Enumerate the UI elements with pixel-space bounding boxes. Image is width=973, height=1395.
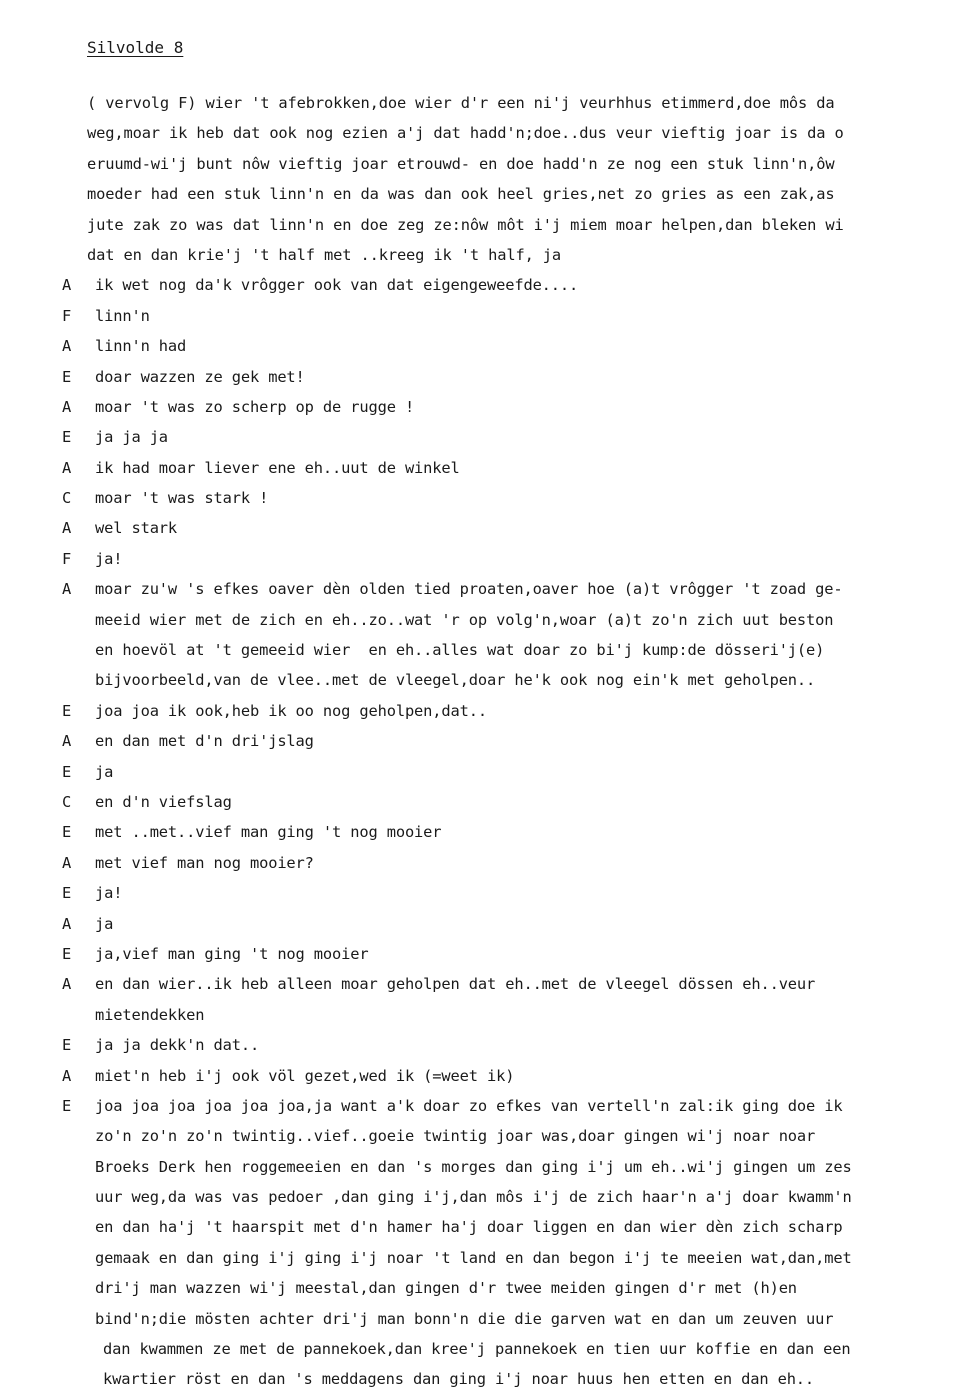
line-text: zo'n zo'n zo'n twintig..vief..goeie twintig joar was,doar gingen wi'j noar noar (95, 1127, 816, 1146)
speaker-label: E (62, 1036, 72, 1055)
transcript-line (0, 1061, 973, 1091)
transcript-line (0, 270, 973, 300)
line-text: weg,moar ik heb dat ook nog ezien a'j dat hadd'n;doe..dus veur vieftig joar is da o (87, 124, 844, 143)
line-text: linn'n had (95, 337, 187, 356)
line-text: ja (95, 762, 114, 781)
line-text: bijvoorbeeld,van de vlee..met de vleegel,doar he'k ook nog ein'k met geholpen.. (95, 671, 816, 690)
transcript-line (0, 635, 973, 665)
transcript-line (0, 1212, 973, 1242)
speaker-label: E (62, 944, 72, 963)
transcript-line (0, 210, 973, 240)
transcript-line (0, 1364, 973, 1394)
speaker-label: A (62, 519, 72, 538)
speaker-label: E (62, 823, 72, 842)
transcript-line (0, 513, 973, 543)
transcript-line (0, 88, 973, 118)
speaker-label: E (62, 367, 72, 386)
transcript-line (0, 726, 973, 756)
line-text: ja ja dekk'n dat.. (95, 1036, 260, 1055)
line-text: moar 't was stark ! (95, 489, 269, 508)
line-text: en dan ha'j 't haarspit met d'n hamer ha'j doar liggen en dan wier dèn zich scharp (95, 1218, 843, 1237)
transcript-line (0, 1121, 973, 1151)
transcript-line (0, 1304, 973, 1334)
line-text: linn'n (95, 306, 150, 325)
line-text: Broeks Derk hen roggemeeien en dan 's morges dan ging i'j um eh..wi'j gingen um zes (95, 1157, 852, 1176)
transcript-line (0, 574, 973, 604)
line-text: joa joa ik ook,heb ik oo nog geholpen,dat.. (95, 701, 487, 720)
line-text: uur weg,da was vas pedoer ,dan ging i'j,dan môs i'j de zich haar'n a'j doar kwamm'n (95, 1188, 852, 1207)
line-text: gemaak en dan ging i'j ging i'j noar 't land en dan begon i'j te meeien wat,dan,met (95, 1248, 852, 1267)
speaker-label: A (62, 337, 72, 356)
speaker-label: A (62, 1066, 72, 1085)
line-text: ik had moar liever ene eh..uut de winkel (95, 458, 460, 477)
speaker-label: C (62, 792, 72, 811)
transcript-line (0, 483, 973, 513)
transcript-line (0, 331, 973, 361)
speaker-label: A (62, 853, 72, 872)
line-text: dri'j man wazzen wi'j meestal,dan gingen d'r twee meiden gingen d'r met (h)en (95, 1279, 797, 1298)
transcript-line (0, 453, 973, 483)
line-text: ja,vief man ging 't nog mooier (95, 944, 369, 963)
speaker-label: E (62, 884, 72, 903)
transcript-lines (0, 88, 973, 1395)
transcript-line (0, 969, 973, 999)
line-text: moeder had een stuk linn'n en da was dan ook heel gries,net zo gries as een zak,as (87, 185, 835, 204)
transcript-line (0, 1334, 973, 1364)
speaker-label: A (62, 580, 72, 599)
transcript-line (0, 1000, 973, 1030)
transcript-line (0, 392, 973, 422)
line-text: en d'n viefslag (95, 792, 232, 811)
speaker-label: A (62, 276, 72, 295)
speaker-label: E (62, 428, 72, 447)
transcript-line (0, 757, 973, 787)
page-title: Silvolde 8 (87, 38, 184, 57)
transcript-line (0, 149, 973, 179)
transcript-line (0, 665, 973, 695)
transcript-line (0, 118, 973, 148)
transcript-line (0, 817, 973, 847)
transcript-line (0, 605, 973, 635)
speaker-label: A (62, 397, 72, 416)
transcript-line (0, 240, 973, 270)
transcript-line (0, 1152, 973, 1182)
speaker-label: E (62, 1096, 72, 1115)
line-text: ja (95, 914, 114, 933)
line-text: bind'n;die mösten achter dri'j man bonn'n die die garven wat en dan um zeuven uur (95, 1309, 834, 1328)
transcript-line (0, 939, 973, 969)
transcript-line (0, 1182, 973, 1212)
line-text: mietendekken (95, 1005, 205, 1024)
transcript-line (0, 362, 973, 392)
transcript-line (0, 787, 973, 817)
transcript-line (0, 422, 973, 452)
transcript-line (0, 848, 973, 878)
line-text: met ..met..vief man ging 't nog mooier (95, 823, 442, 842)
line-text: ( vervolg F) wier 't afebrokken,doe wier d'r een ni'j veurhhus etimmerd,doe môs da (87, 94, 835, 112)
transcript-line (0, 1243, 973, 1273)
line-text: dat en dan krie'j 't half met ..kreeg ik 't half, ja (87, 245, 562, 264)
speaker-label: A (62, 914, 72, 933)
line-text: doar wazzen ze gek met! (95, 367, 305, 386)
transcript-line (0, 544, 973, 574)
transcript-line (0, 909, 973, 939)
transcript-line (0, 179, 973, 209)
line-text: met vief man nog mooier? (95, 853, 314, 872)
line-text: moar zu'w 's efkes oaver dèn olden tied proaten,oaver hoe (a)t vrôgger 't zoad ge- (95, 580, 843, 599)
line-text: ja ja ja (95, 428, 168, 447)
line-text: miet'n heb i'j ook völ gezet,wed ik (=weet ik) (95, 1066, 515, 1085)
speaker-label: A (62, 732, 72, 751)
transcript-line (0, 696, 973, 726)
line-text: ik wet nog da'k vrôgger ook van dat eigengeweefde.... (95, 276, 579, 295)
speaker-label: A (62, 458, 72, 477)
speaker-label: C (62, 489, 72, 508)
line-text: dan kwammen ze met de pannekoek,dan kree'j pannekoek en tien uur koffie en dan een (103, 1340, 851, 1359)
transcript-line (0, 1091, 973, 1121)
line-text: wel stark (95, 519, 178, 538)
line-text: meeid wier met de zich en eh..zo..wat 'r op volg'n,woar (a)t zo'n zich uut beston (95, 610, 834, 629)
line-text: kwartier röst en dan 's meddagens dan ging i'j noar huus hen etten en dan eh.. (103, 1370, 815, 1389)
line-text: ja! (95, 549, 123, 568)
speaker-label: A (62, 975, 72, 994)
line-text: joa joa joa joa joa joa,ja want a'k doar zo efkes van vertell'n zal:ik ging doe ik (95, 1096, 843, 1115)
speaker-label: E (62, 762, 72, 781)
transcript-line (0, 301, 973, 331)
transcript-line (0, 878, 973, 908)
speaker-label: F (62, 306, 72, 325)
speaker-label: F (62, 549, 72, 568)
line-text: eruumd-wi'j bunt nôw vieftig joar etrouwd- en doe hadd'n ze nog een stuk linn'n,ôw (87, 154, 835, 173)
line-text: en dan met d'n dri'jslag (95, 732, 314, 751)
line-text: jute zak zo was dat linn'n en doe zeg ze:nôw môt i'j miem moar helpen,dan bleken wi (87, 215, 844, 234)
line-text: moar 't was zo scherp op de rugge ! (95, 397, 415, 416)
speaker-label: E (62, 701, 72, 720)
line-text: ja! (95, 884, 123, 903)
line-text: en dan wier..ik heb alleen moar geholpen dat eh..met de vleegel dössen eh..veur (95, 975, 816, 994)
transcript-line (0, 1273, 973, 1303)
line-text: en hoevöl at 't gemeeid wier en eh..alles wat doar zo bi'j kump:de dösseri'j(e) (95, 641, 825, 660)
transcript-line (0, 1030, 973, 1060)
